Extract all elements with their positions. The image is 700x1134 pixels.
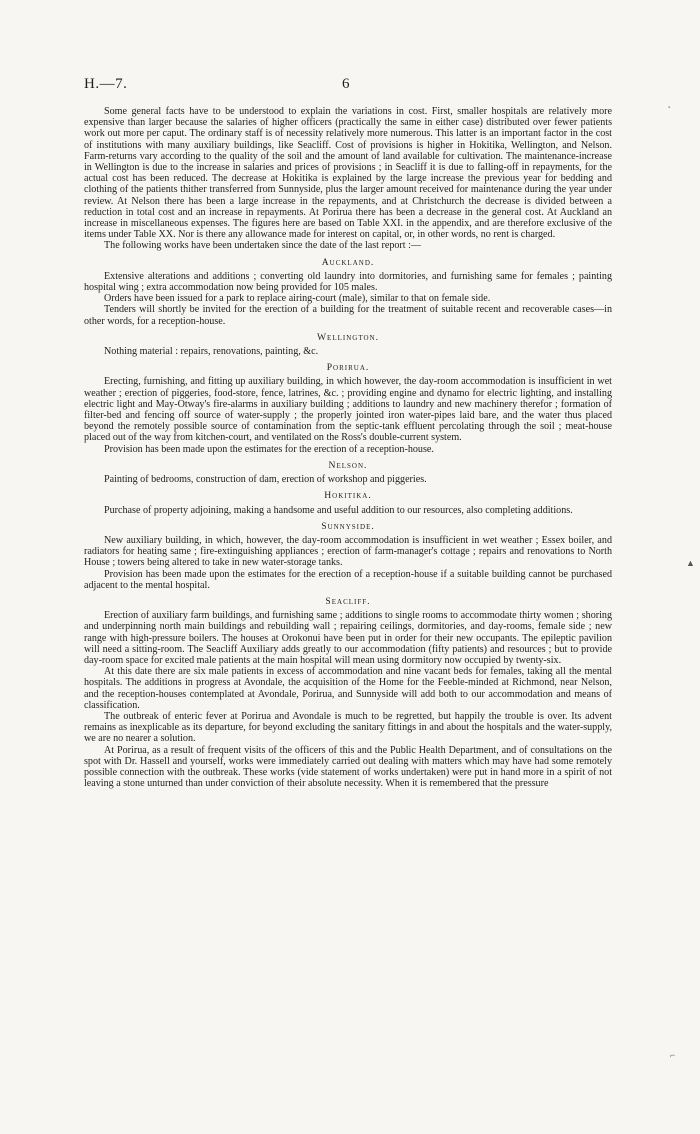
- section-paragraph: Orders have been issued for a park to replace airing-court (male), similar to that on female side.: [104, 293, 491, 305]
- section-paragraph: Purchase of property adjoining, making a handsome and useful addition to our resources, also completing additions.: [104, 504, 573, 516]
- section-paragraph: New auxiliary building, in which, however, the day-room accommodation is insufficient in wet weather ; Essex boiler, and radiators for heating same ; fire-extinguishing appliances ; erection of farm-manager's cottage ; repairs and renovations to North House ; towers being altered to take in new water-storage tanks.: [84, 534, 612, 569]
- report-reference: H.—7.: [84, 76, 128, 92]
- section-heading-wellington: Wellington.: [317, 331, 379, 343]
- margin-arrow-mark: ▲: [686, 558, 695, 568]
- intro-paragraph: Some general facts have to be understood to explain the variations in cost. First, smaller hospitals are relatively more expensive than larger because the salaries of higher officers (practically the same in either case) distributed over fewer patients work out more per caput. The ordinary staff is of necessity relatively more numerous. This latter is an important factor in the cost of institutions with many auxiliary buildings, like Seacliff. Cost of provisions is higher in Hokitika, Wellington, and Nelson. Farm-returns vary according to the quality of the soil and the amount of land available for cultivation. The maintenance-increase in Wellington is due to the increase in salaries and prices of provisions ; in Seacliff it is due to falling-off in repayments, for the actual cost has been reduced. The decrease at Hokitika is explained by the large increase the previous year for bedding and clothing of the patients thither transferred from Sunnyside, plus the larger amount received for maintenance during the year under review. At Nelson there has been a large increase in the repayments, and at Christchurch the decrease is divided between a reduction in total cost and an increase in repayments. At Porirua there has been a decrease in the general cost. At Auckland an increase in miscellaneous expenses. The figures here are based on Table XXI. in the appendix, and are therefore exclusive of the items under Table XX. Nor is there any allowance made for interest on capital, or, in other words, no rent is charged.: [84, 106, 612, 241]
- section-paragraph: Extensive alterations and additions ; converting old laundry into dormitories, and furnishing same for females ; painting hospital wing ; extra accommodation now being provided for 105 males.: [84, 270, 612, 294]
- section-heading-auckland: Auckland.: [321, 256, 375, 268]
- section-paragraph: The outbreak of enteric fever at Porirua and Avondale is much to be regretted, but happily the trouble is over. Its advent remains as inexplicable as its departure, for beyond excluding the sanitary fittings in and about the hospitals and the water-supply, we are no nearer a solution.: [84, 710, 612, 745]
- section-heading-seacliff: Seacliff.: [325, 595, 371, 607]
- section-heading-sunnyside: Sunnyside.: [321, 520, 375, 532]
- section-heading-porirua: Porirua.: [326, 362, 370, 374]
- section-paragraph: At this date there are six male patients in excess of accommodation and nine vacant beds for females, taking all the mental hospitals. The additions in progress at Avondale, the acquisition of the Home for the Feeble-minded at Richmond, near Nelson, and the reception-houses contemplated at Avondale, Porirua, and Sunnyside will add both to our accommodation and means of classification.: [84, 666, 612, 711]
- section-heading-hokitika: Hokitika.: [324, 490, 372, 502]
- section-paragraph: Erection of auxiliary farm buildings, and furnishing same ; additions to single rooms to accommodate thirty women ; shoring and underpinning north main buildings and rebuilding wall ; repairing ceilings, dormitories, and day-rooms, female side ; new range with high-pressure boilers. The houses at Orokonui have been put in order for their new occupants. The epileptic pavilion will need a sitting-room. The Seacliff Auxiliary adds greatly to our accommodation (fifty patients) and resources ; but to provide day-room space for excited male patients at the main hospital will mean using dormitory now occupied by twenty-six.: [84, 610, 612, 666]
- page-number: 6: [342, 76, 350, 92]
- page-body: [84, 106, 612, 789]
- section-paragraph: Painting of bedrooms, construction of dam, erection of workshop and piggeries.: [104, 474, 427, 486]
- margin-tick-mark: ⌐: [670, 1050, 676, 1060]
- margin-tick-mark: ˛: [668, 98, 671, 108]
- section-paragraph: Provision has been made upon the estimates for the erection of a reception-house.: [104, 443, 434, 455]
- section-paragraph: Nothing material : repairs, renovations, painting, &c.: [104, 346, 319, 358]
- section-paragraph: At Porirua, as a result of frequent visits of the officers of this and the Public Health Department, and of consultations on the spot with Dr. Hassell and yourself, works were immediately carried out dealing with matters which may have had some remotely possible connection with the outbreak. These works (vide statement of works undertaken) were put in hand more in a spirit of not leaving a stone unturned than under conviction of their absolute necessity. When it is remembered that the pressure: [84, 744, 612, 790]
- intro-paragraph: The following works have been undertaken since the date of the last report :—: [104, 240, 422, 252]
- section-paragraph: Erecting, furnishing, and fitting up auxiliary building, in which however, the day-room accommodation is insufficient in wet weather ; erection of piggeries, food-store, fence, latrines, &c. ; providing engine and dynamo for electric lighting, and installing electric light and May-Otway's fire-alarms in auxiliary building ; additions to laundry and new machinery therefor ; formation of filter-bed and fencing off source of water-supply ; the properly jointed iron water-pipes laid bare, and the water thus placed beyond the remotely possible source of contamination from the septic-tank effluent percolating through the soil ; meat-house placed out of the way from kitchen-court, and ventilated on the Ross's double-current system.: [84, 376, 612, 444]
- section-paragraph: Tenders will shortly be invited for the erection of a building for the treatment of suitable recent and recoverable cases—in other words, for a reception-house.: [84, 304, 612, 327]
- section-paragraph: Provision has been made upon the estimates for the erection of a reception-house if a suitable building cannot be purchased adjacent to the mental hospital.: [84, 568, 612, 591]
- section-heading-nelson: Nelson.: [328, 459, 368, 471]
